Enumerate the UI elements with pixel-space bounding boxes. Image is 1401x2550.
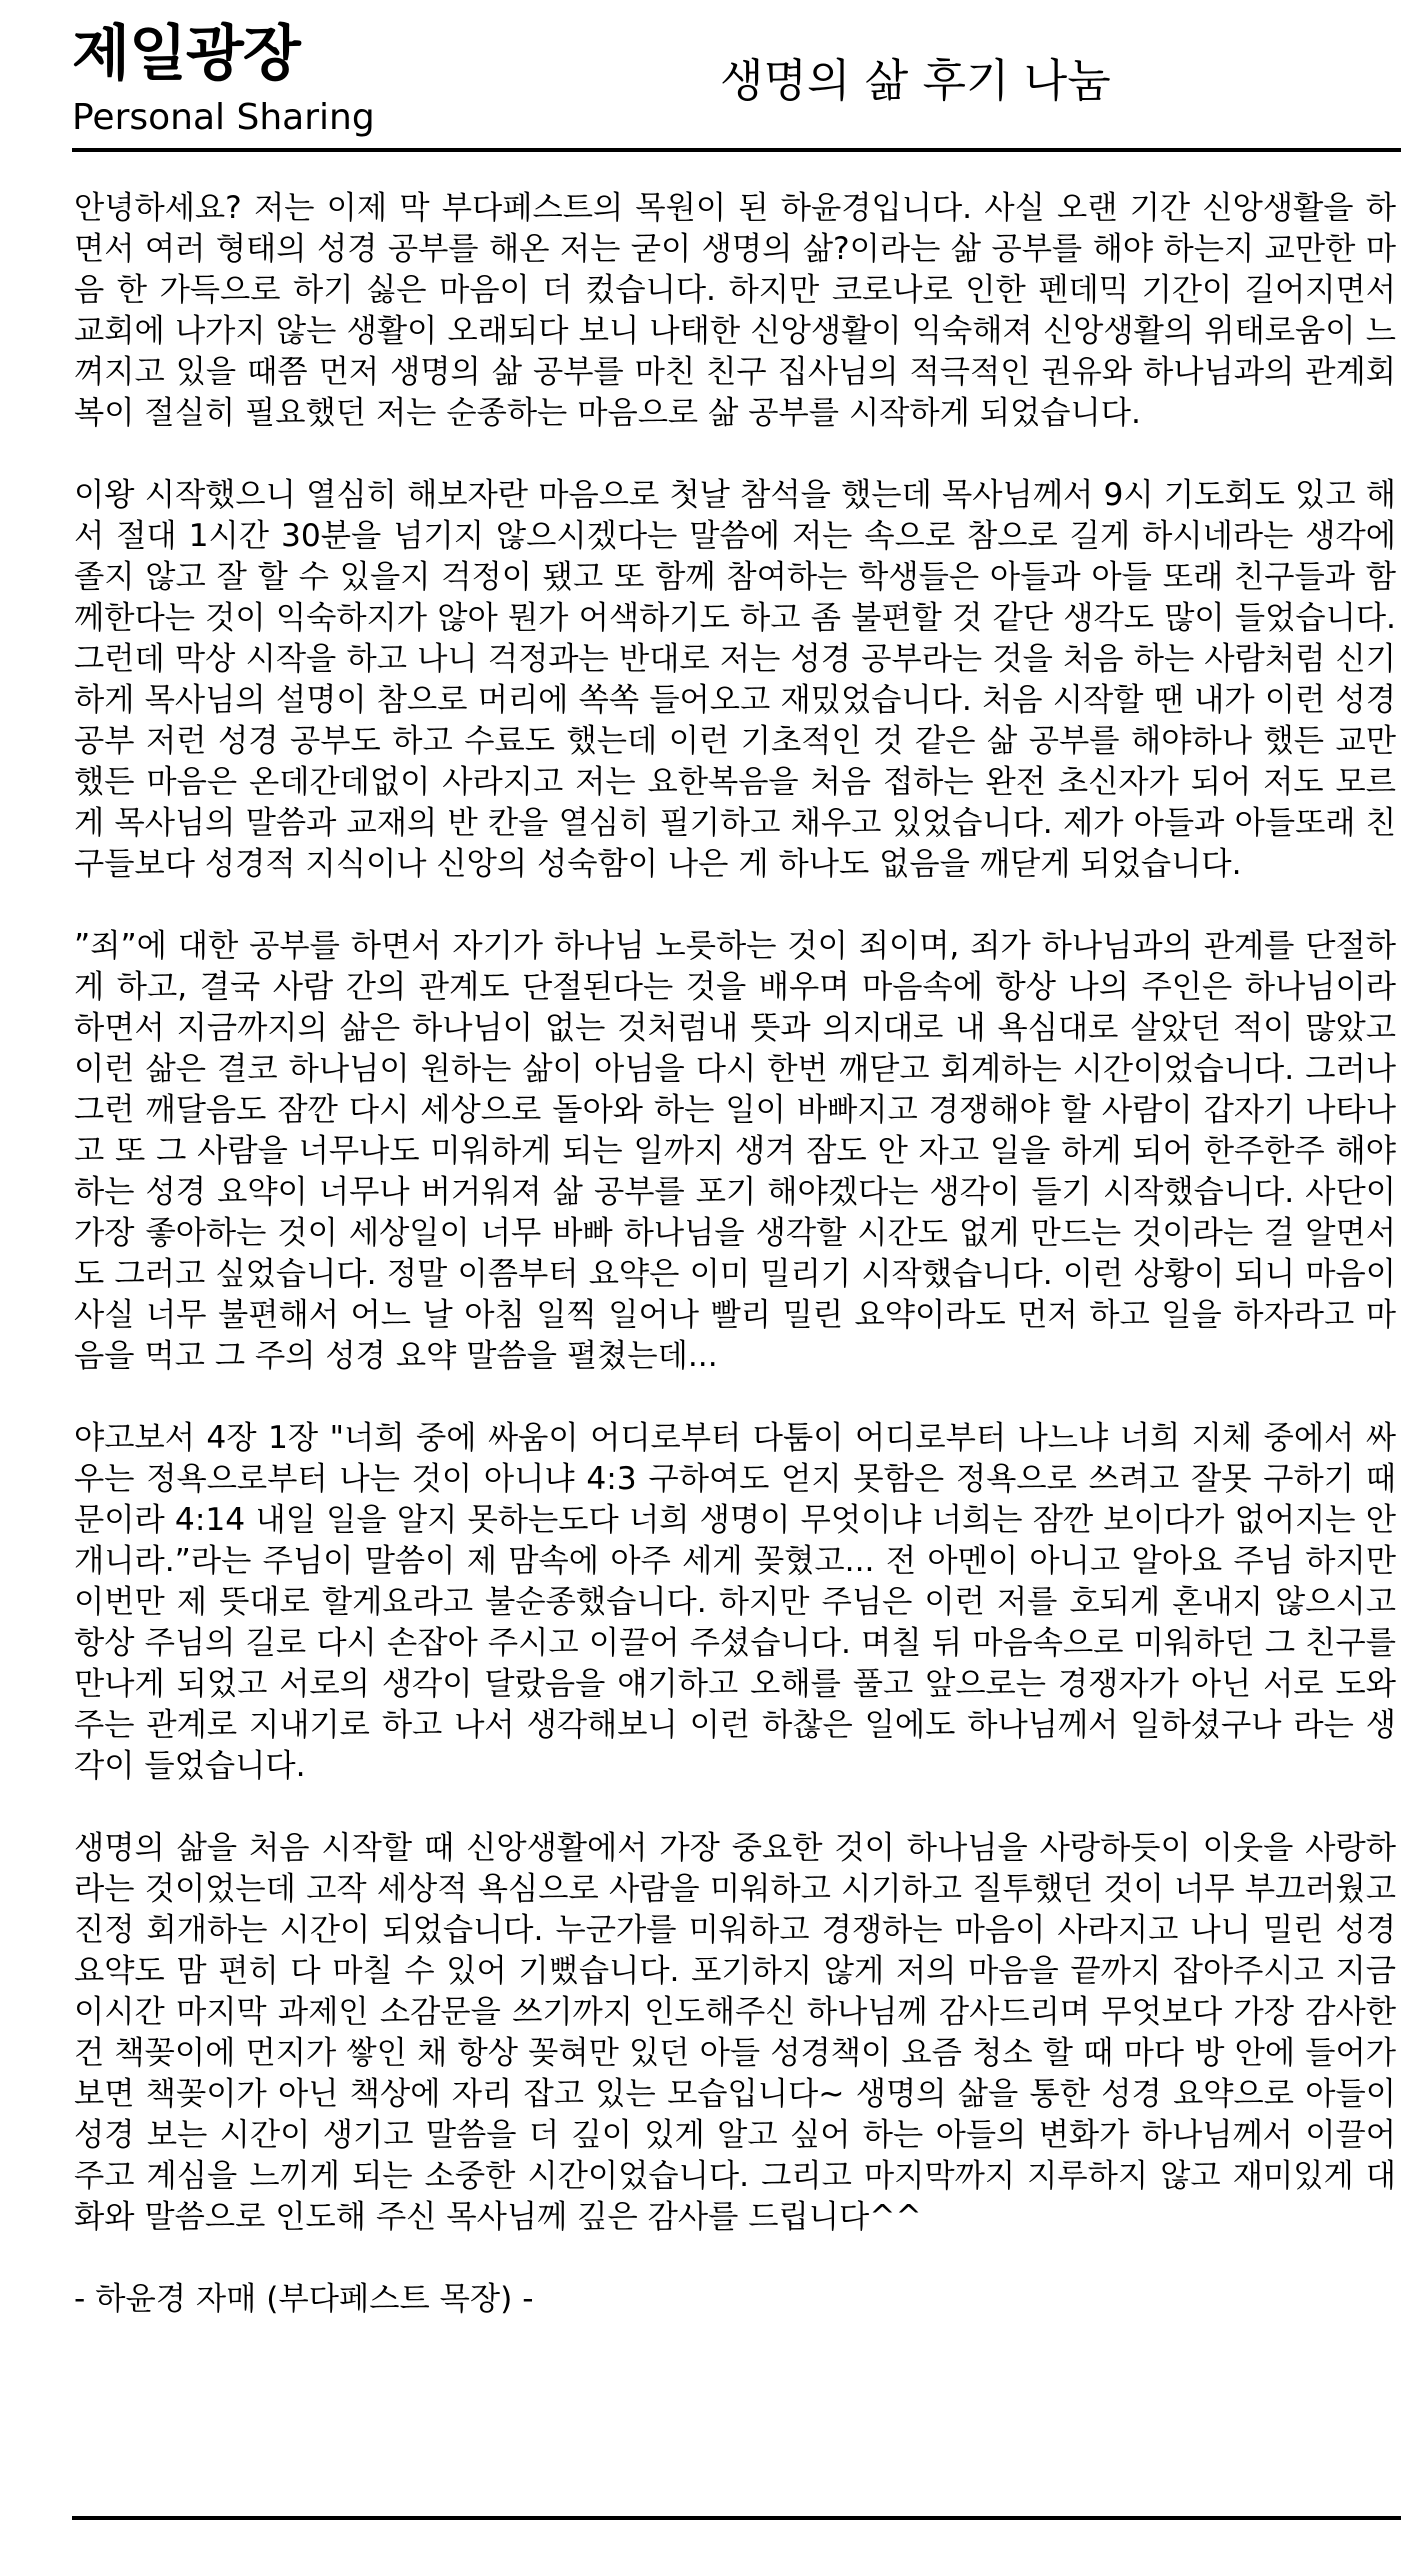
article-body	[74, 188, 1396, 2320]
brand-subtitle: Personal Sharing	[72, 97, 375, 138]
paragraph-conclusion: 생명의 삶을 처음 시작할 때 신앙생활에서 가장 중요한 것이 하나님을 사랑하듯이 이웃을 사랑하라는 것이었는데 고작 세상적 욕심으로 사람을 미워하고 시기하고 질투했던 것이 너무 부끄러웠고 진정 회개하는 시간이 되었습니다. 누군가를 미워하고 경쟁하는 마음이 사라지고 나니 밀린 성경 요약도 맘 편히 다 마칠 수 있어 기뻤습니다. 포기하지 않게 저의 마음을 끝까지 잡아주시고 지금 이시간 마지막 과제인 소감문을 쓰기까지 인도해주신 하나님께 감사드리며 무엇보다 가장 감사한 건 책꽂이에 먼지가 쌓인 채 항상 꽂혀만 있던 아들 성경책이 요즘 청소 할 때 마다 방 안에 들어가 보면 책꽂이가 아닌 책상에 자리 잡고 있는 모습입니다~ 생명의 삶을 통한 성경 요약으로 아들이 성경 보는 시간이 생기고 말씀을 더 깊이 있게 알고 싶어 하는 아들의 변화가 하나님께서 이끌어 주고 계심을 느끼게 되는 소중한 시간이었습니다. 그리고 마지막까지 지루하지 않고 재미있게 대화와 말씀으로 인도해 주신 목사님께 깊은 감사를 드립니다^^	[74, 1830, 1396, 2235]
paragraph-intro: 안녕하세요? 저는 이제 막 부다페스트의 목원이 된 하윤경입니다. 사실 오랜 기간 신앙생활을 하면서 여러 형태의 성경 공부를 해온 저는 굳이 생명의 삶?이라는 삶 공부를 해야 하는지 교만한 마음 한 가득으로 하기 싫은 마음이 더 컸습니다. 하지만 코로나로 인한 펜데믹 기간이 길어지면서 교회에 나가지 않는 생활이 오래되다 보니 나태한 신앙생활이 익숙해져 신앙생활의 위태로움이 느껴지고 있을 때쯤 먼저 생명의 삶 공부를 마친 친구 집사님의 적극적인 권유와 하나님과의 관계회복이 절실히 필요했던 저는 순종하는 마음으로 삶 공부를 시작하게 되었습니다.	[74, 190, 1396, 431]
page-title: 생명의 삶 후기 나눔	[720, 54, 1111, 107]
signature: - 하윤경 자매 (부다페스트 목장) -	[74, 2281, 534, 2317]
paragraph-james: 야고보서 4장 1장 "너희 중에 싸움이 어디로부터 다툼이 어디로부터 나느냐 너희 지체 중에서 싸우는 정욕으로부터 나는 것이 아니냐 4:3 구하여도 얻지 못함은 정욕으로 쓰려고 잘못 구하기 때문이라 4:14 내일 일을 알지 못하는도다 너희 생명이 무엇이냐 너희는 잠깐 보이다가 없어지는 안개니라.”라는 주님이 말씀이 제 맘속에 아주 세게 꽂혔고... 전 아멘이 아니고 알아요 주님 하지만 이번만 제 뜻대로 할게요라고 불순종했습니다. 하지만 주님은 이런 저를 호되게 혼내지 않으시고 항상 주님의 길로 다시 손잡아 주시고 이끌어 주셨습니다. 며칠 뒤 마음속으로 미워하던 그 친구를 만나게 되었고 서로의 생각이 달랐음을 얘기하고 오해를 풀고 앞으로는 경쟁자가 아닌 서로 도와주는 관계로 지내기로 하고 나서 생각해보니 이런 하찮은 일에도 하나님께서 일하셨구나 라는 생각이 들었습니다.	[74, 1420, 1396, 1784]
paragraph-sin-study: ”죄”에 대한 공부를 하면서 자기가 하나님 노릇하는 것이 죄이며, 죄가 하나님과의 관계를 단절하게 하고, 결국 사람 간의 관계도 단절된다는 것을 배우며 마음속에 항상 나의 주인은 하나님이라 하면서 지금까지의 삶은 하나님이 없는 것처럼내 뜻과 의지대로 내 욕심대로 살았던 적이 많았고 이런 삶은 결코 하나님이 원하는 삶이 아님을 다시 한번 깨닫고 회계하는 시간이었습니다. 그러나 그런 깨달음도 잠깐 다시 세상으로 돌아와 하는 일이 바빠지고 경쟁해야 할 사람이 갑자기 나타나고 또 그 사람을 너무나도 미워하게 되는 일까지 생겨 잠도 안 자고 일을 하게 되어 한주한주 해야하는 성경 요약이 너무나 버거워져 삶 공부를 포기 해야겠다는 생각이 들기 시작했습니다. 사단이 가장 좋아하는 것이 세상일이 너무 바빠 하나님을 생각할 시간도 없게 만드는 것이라는 걸 알면서도 그러고 싶었습니다. 정말 이쯤부터 요약은 이미 밀리기 시작했습니다. 이런 상황이 되니 마음이 사실 너무 불편해서 어느 날 아침 일찍 일어나 빨리 밀린 요약이라도 먼저 하고 일을 하자라고 마음을 먹고 그 주의 성경 요약 말씀을 펼쳤는데...	[74, 928, 1396, 1374]
paragraph-first-class: 이왕 시작했으니 열심히 해보자란 마음으로 첫날 참석을 했는데 목사님께서 9시 기도회도 있고 해서 절대 1시간 30분을 넘기지 않으시겠다는 말씀에 저는 속으로 참으로 길게 하시네라는 생각에 졸지 않고 잘 할 수 있을지 걱정이 됐고 또 함께 참여하는 학생들은 아들과 아들 또래 친구들과 함께한다는 것이 익숙하지가 않아 뭔가 어색하기도 하고 좀 불편할 것 같단 생각도 많이 들었습니다. 그런데 막상 시작을 하고 나니 걱정과는 반대로 저는 성경 공부라는 것을 처음 하는 사람처럼 신기하게 목사님의 설명이 참으로 머리에 쏙쏙 들어오고 재밌었습니다. 처음 시작할 땐 내가 이런 성경 공부 저런 성경 공부도 하고 수료도 했는데 이런 기초적인 것 같은 삶 공부를 해야하나 했든 교만했든 마음은 온데간데없이 사라지고 저는 요한복음을 처음 접하는 완전 초신자가 되어 저도 모르게 목사님의 말씀과 교재의 반 칸을 열심히 필기하고 채우고 있었습니다. 제가 아들과 아들또래 친구들보다 성경적 지식이나 신앙의 성숙함이 나은 게 하나도 없음을 깨닫게 되었습니다.	[74, 477, 1396, 882]
footer-divider	[72, 2516, 1401, 2520]
page-header	[0, 0, 1401, 160]
brand-title: 제일광장	[72, 19, 300, 89]
header-divider	[72, 148, 1401, 152]
